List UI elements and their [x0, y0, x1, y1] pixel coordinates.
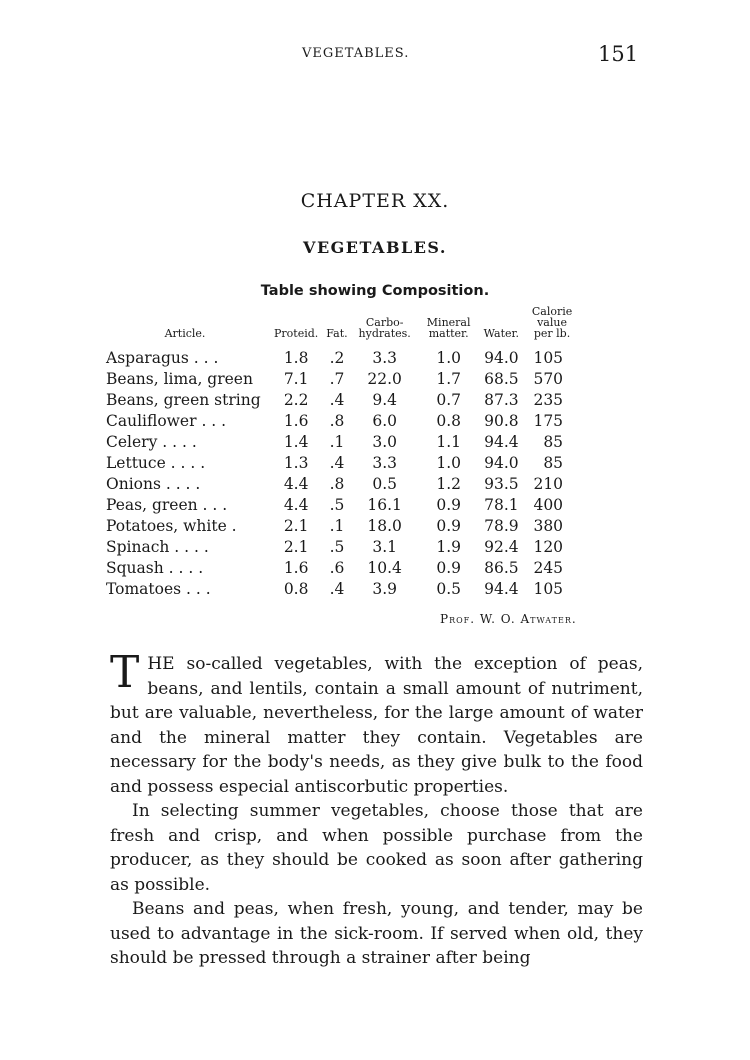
cell-carbohydrates: 10.4	[367, 558, 402, 577]
cell-mineral-matter: 0.7	[436, 390, 461, 409]
cell-mineral-matter: 1.0	[436, 348, 461, 367]
cell-carbohydrates: 16.1	[367, 495, 402, 514]
cell-calorie-value: 175	[533, 411, 564, 430]
table-header-row	[100, 306, 581, 347]
running-head	[0, 42, 750, 66]
cell-article: Potatoes, white .	[106, 516, 237, 535]
cell-water: 90.8	[484, 411, 519, 430]
column-header-mineral-matter: Mineral matter.	[426, 316, 471, 340]
column-header-carbohydrates: Carbo-hydrates.	[358, 316, 411, 340]
cell-carbohydrates: 3.3	[372, 348, 397, 367]
cell-proteid: 4.4	[283, 495, 309, 514]
cell-proteid: 0.8	[283, 579, 309, 598]
cell-carbohydrates: 3.9	[372, 579, 397, 598]
attribution-prefix: Prof. W. O.	[440, 612, 516, 626]
cell-article: Celery . . . .	[106, 432, 197, 451]
paragraph-1-text: HE so-called vegetables, with the exception of peas, beans, and lentils, contain a small amount of nutriment, but are valuable, nevertheless, for the large amount of water and the mineral matter they contain. Vegetables are necessary for the body's needs, as they give bulk to the food and possess especial antiscorbutic properties.	[110, 654, 643, 797]
table-header	[100, 306, 581, 347]
cell-fat: .6	[329, 558, 345, 577]
cell-calorie-value: 105	[533, 348, 564, 367]
cell-fat: .8	[329, 474, 345, 493]
cell-article: Asparagus . . .	[106, 348, 219, 367]
cell-mineral-matter: 1.1	[436, 432, 461, 451]
table-row	[100, 410, 581, 431]
table-row	[100, 452, 581, 473]
chapter-title: CHAPTER XX.	[300, 190, 450, 212]
column-header-article: Article.	[164, 327, 206, 340]
cell-fat: .5	[329, 537, 345, 556]
cell-water: 94.0	[484, 348, 519, 367]
cell-mineral-matter: 0.9	[436, 558, 461, 577]
cell-water: 86.5	[484, 558, 519, 577]
cell-calorie-value: 245	[533, 558, 564, 577]
table-body	[100, 347, 581, 599]
cell-proteid: 1.3	[283, 453, 309, 472]
table-row	[100, 368, 581, 389]
cell-calorie-value: 235	[533, 390, 564, 409]
table-row	[100, 389, 581, 410]
cell-water: 68.5	[484, 369, 519, 388]
cell-article: Beans, lima, green	[106, 369, 253, 388]
table-row	[100, 494, 581, 515]
page-number: 151	[598, 42, 639, 66]
drop-cap: T	[110, 647, 140, 698]
cell-calorie-value: 570	[533, 369, 564, 388]
cell-carbohydrates: 3.3	[372, 453, 397, 472]
cell-water: 94.0	[484, 453, 519, 472]
cell-fat: .8	[329, 411, 345, 430]
cell-proteid: 1.4	[283, 432, 309, 451]
cell-carbohydrates: 18.0	[367, 516, 402, 535]
cell-carbohydrates: 6.0	[372, 411, 397, 430]
cell-article: Cauliflower . . .	[106, 411, 227, 430]
cell-proteid: 1.8	[283, 348, 309, 367]
cell-article: Beans, green string	[106, 390, 261, 409]
cell-water: 78.1	[484, 495, 519, 514]
cell-proteid: 4.4	[283, 474, 309, 493]
cell-fat: .5	[329, 495, 345, 514]
cell-water: 94.4	[484, 579, 519, 598]
cell-proteid: 7.1	[283, 369, 309, 388]
cell-calorie-value: 105	[533, 579, 564, 598]
table-row	[100, 473, 581, 494]
running-title: VEGETABLES.	[302, 46, 410, 61]
cell-mineral-matter: 0.9	[436, 495, 461, 514]
cell-fat: .7	[329, 369, 345, 388]
table-row	[100, 515, 581, 536]
cell-fat: .4	[329, 453, 345, 472]
cell-fat: .4	[329, 390, 345, 409]
cell-calorie-value: 400	[533, 495, 564, 514]
cell-carbohydrates: 3.0	[372, 432, 397, 451]
attribution-name: Atwater.	[520, 612, 577, 626]
cell-calorie-value: 85	[543, 432, 564, 451]
cell-calorie-value: 210	[533, 474, 564, 493]
cell-water: 78.9	[484, 516, 519, 535]
paragraph-3: Beans and peas, when fresh, young, and tender, may be used to advantage in the sick-room. If served when old, they should be pressed through a strainer after being	[110, 899, 643, 968]
cell-fat: .1	[329, 516, 345, 535]
paragraph-2: In selecting summer vegetables, choose those that are fresh and crisp, and when possible purchase from the producer, as they should be cooked as soon after gathering as possible.	[110, 801, 643, 895]
table-row	[100, 431, 581, 452]
cell-water: 87.3	[484, 390, 519, 409]
cell-calorie-value: 120	[533, 537, 564, 556]
body-text	[110, 647, 643, 971]
cell-proteid: 2.1	[283, 537, 309, 556]
composition-table	[100, 306, 581, 599]
cell-proteid: 1.6	[283, 411, 309, 430]
cell-water: 93.5	[484, 474, 519, 493]
paragraph-1	[110, 647, 643, 799]
cell-article: Tomatoes . . .	[106, 579, 211, 598]
cell-calorie-value: 380	[533, 516, 564, 535]
cell-carbohydrates: 3.1	[372, 537, 397, 556]
table-row	[100, 347, 581, 368]
cell-water: 92.4	[484, 537, 519, 556]
table-row	[100, 536, 581, 557]
table-caption: Table showing Composition.	[260, 283, 490, 299]
cell-mineral-matter: 0.5	[436, 579, 461, 598]
table-row	[100, 578, 581, 599]
cell-fat: .4	[329, 579, 345, 598]
cell-mineral-matter: 1.2	[436, 474, 461, 493]
cell-carbohydrates: 0.5	[372, 474, 397, 493]
cell-fat: .2	[329, 348, 345, 367]
cell-article: Peas, green . . .	[106, 495, 228, 514]
cell-water: 94.4	[484, 432, 519, 451]
cell-calorie-value: 85	[543, 453, 564, 472]
cell-article: Lettuce . . . .	[106, 453, 206, 472]
column-header-fat: Fat.	[326, 327, 348, 340]
section-title: VEGETABLES.	[303, 238, 447, 257]
table-attribution	[440, 612, 577, 626]
column-header-calorie-value: Calorie value per lb.	[531, 305, 573, 340]
cell-mineral-matter: 1.9	[436, 537, 461, 556]
cell-article: Squash . . . .	[106, 558, 204, 577]
cell-proteid: 2.2	[283, 390, 309, 409]
cell-carbohydrates: 9.4	[372, 390, 397, 409]
cell-proteid: 2.1	[283, 516, 309, 535]
cell-mineral-matter: 1.0	[436, 453, 461, 472]
cell-mineral-matter: 0.9	[436, 516, 461, 535]
cell-article: Onions . . . .	[106, 474, 201, 493]
table-row	[100, 557, 581, 578]
cell-proteid: 1.6	[283, 558, 309, 577]
cell-carbohydrates: 22.0	[367, 369, 402, 388]
cell-fat: .1	[329, 432, 345, 451]
cell-mineral-matter: 1.7	[436, 369, 461, 388]
column-header-water: Water.	[483, 327, 520, 340]
column-header-proteid: Proteid.	[274, 327, 319, 340]
cell-mineral-matter: 0.8	[436, 411, 461, 430]
cell-article: Spinach . . . .	[106, 537, 209, 556]
